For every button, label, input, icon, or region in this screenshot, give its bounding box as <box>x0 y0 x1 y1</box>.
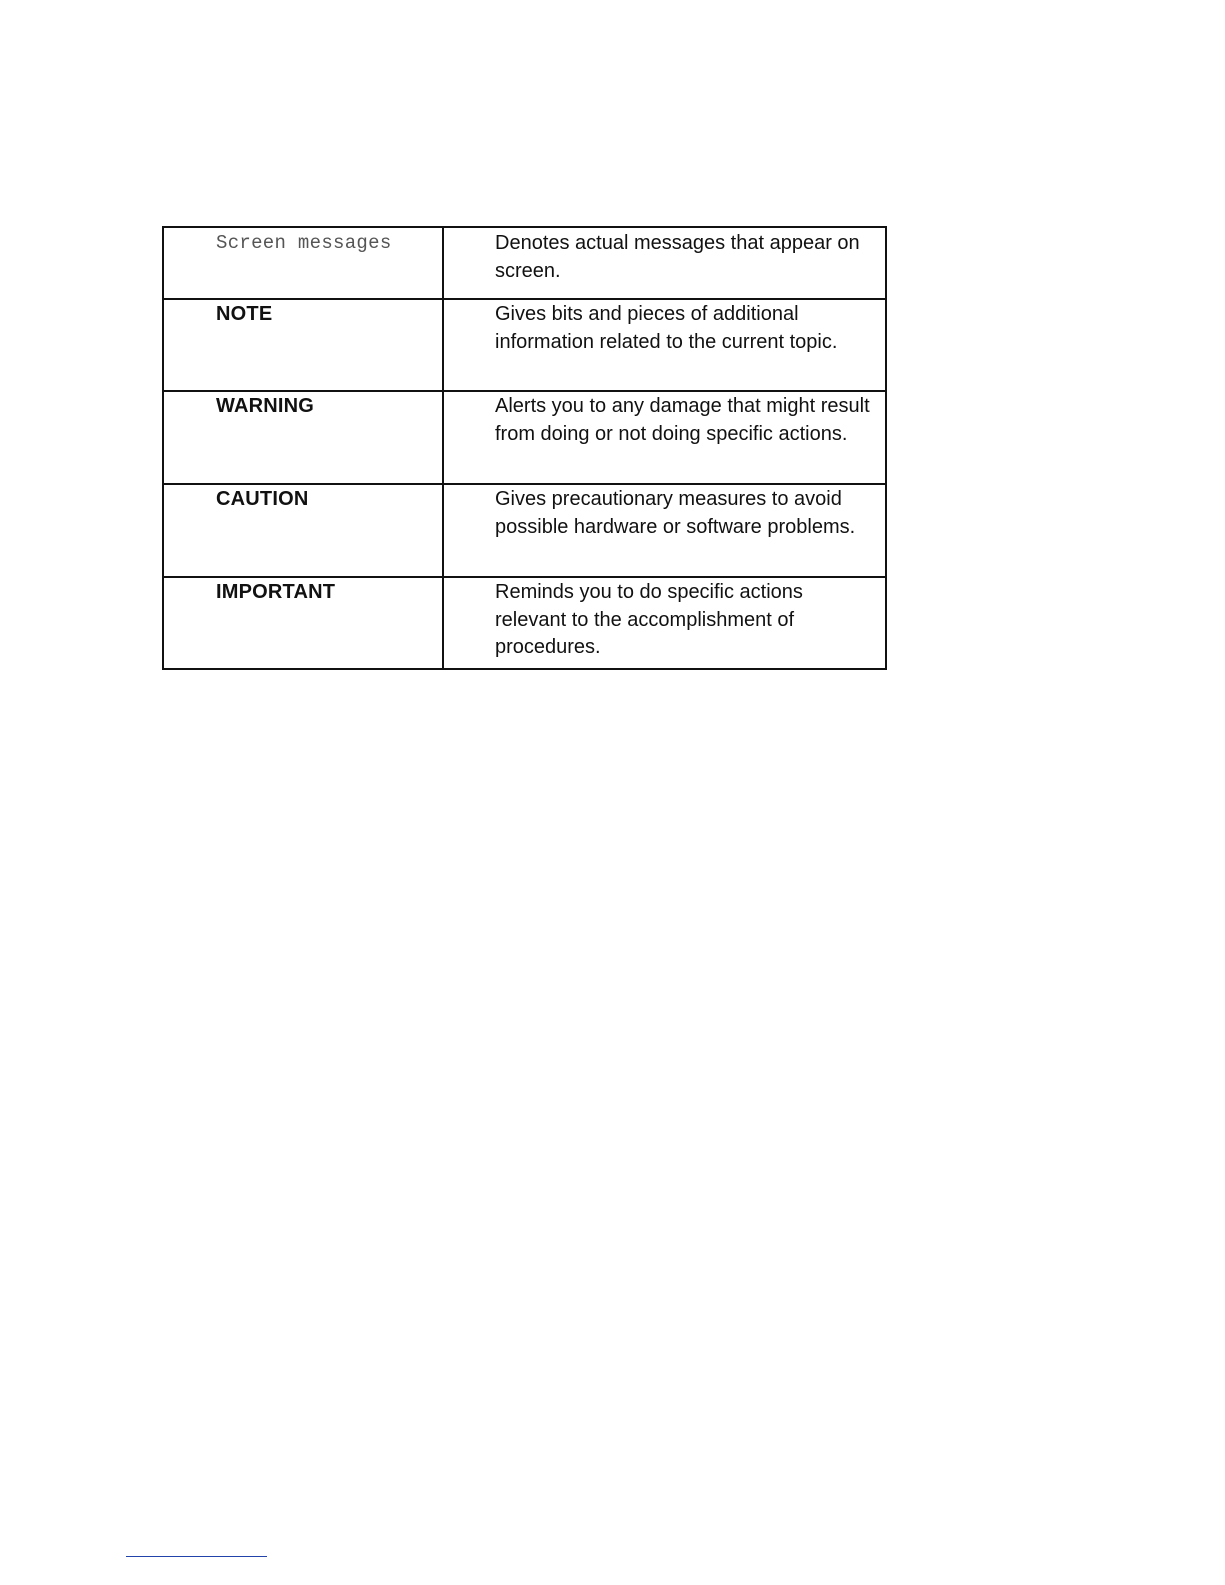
description-cell <box>443 299 886 391</box>
term-important: IMPORTANT <box>216 581 336 603</box>
table-row <box>163 227 886 299</box>
term-cell <box>163 299 443 391</box>
term-cell <box>163 391 443 484</box>
description-caution: Gives precautionary measures to avoid possible hardware or software problems. <box>495 488 856 538</box>
description-cell <box>443 227 886 299</box>
description-warning: Alerts you to any damage that might result from doing or not doing specific actions. <box>495 395 870 445</box>
term-note: NOTE <box>216 303 273 325</box>
table-row <box>163 577 886 669</box>
description-important: Reminds you to do specific actions relevant to the accomplishment of procedures. <box>495 581 803 658</box>
description-cell <box>443 484 886 577</box>
term-cell <box>163 227 443 299</box>
term-warning: WARNING <box>216 395 315 417</box>
description-cell <box>443 391 886 484</box>
description-cell <box>443 577 886 669</box>
term-caution: CAUTION <box>216 488 309 510</box>
description-screen-messages: Denotes actual messages that appear on screen. <box>495 232 860 282</box>
table-row <box>163 484 886 577</box>
term-screen-messages: Screen messages <box>216 232 392 254</box>
table-row <box>163 391 886 484</box>
term-cell <box>163 484 443 577</box>
term-cell <box>163 577 443 669</box>
conventions-table <box>162 226 887 670</box>
description-note: Gives bits and pieces of additional information related to the current topic. <box>495 303 838 353</box>
table-row <box>163 299 886 391</box>
footnote-divider <box>126 1556 267 1557</box>
